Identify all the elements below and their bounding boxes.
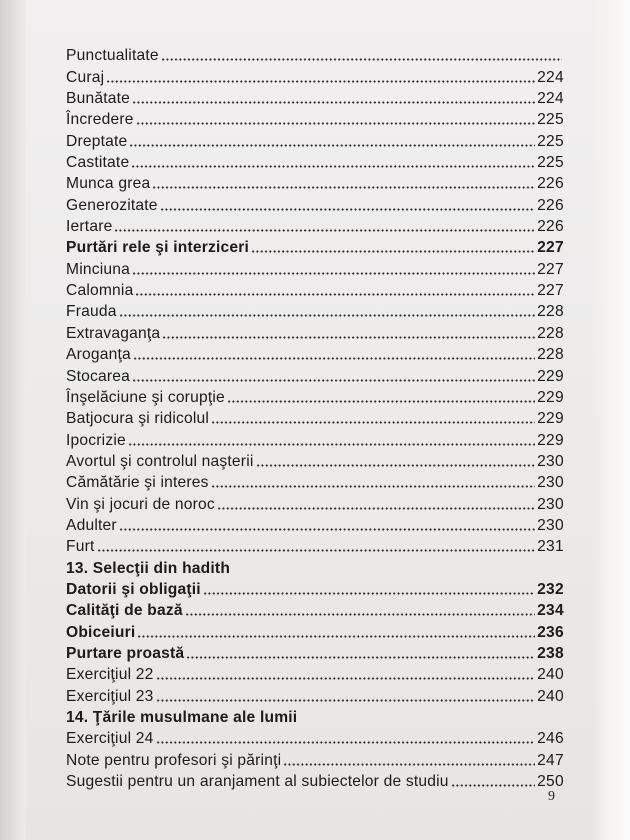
toc-dot-leader [203,592,535,595]
toc-entry [66,664,564,685]
toc-entry-title: 13. Selecţii din hadith [66,559,231,577]
toc-entry-page: 226 [537,175,564,193]
toc-entry-title: Stocarea [66,367,131,385]
toc-entry [66,130,564,151]
toc-entry [66,771,564,792]
toc-dot-leader [106,80,535,83]
toc-entry-page: 228 [537,324,564,342]
toc-dot-leader [156,741,536,744]
toc-entry-page: 228 [537,346,564,364]
toc-entry [66,66,564,87]
toc-entry-title: Curaj [66,68,105,86]
toc-entry-page: 236 [537,623,564,641]
toc-entry-title: Ipocrizie [66,431,126,449]
toc-entry [66,237,564,258]
toc-dot-leader [161,58,562,61]
toc-dot-leader [119,528,535,531]
toc-dot-leader [283,763,535,766]
toc-entry [66,579,564,600]
toc-dot-leader [156,699,536,702]
toc-entry [66,643,564,664]
toc-entry-page: 246 [537,730,564,748]
toc-entry-title: Exerciţiul 22 [66,666,154,684]
toc-entry-title: Generozitate [66,196,158,214]
toc-entry-page: 224 [537,90,564,108]
toc-entry-title: Exerciţiul 23 [66,687,154,705]
toc-dot-leader [227,400,535,403]
toc-entry-page: 225 [537,132,564,150]
toc-dot-leader [128,443,535,446]
toc-entry-page: 225 [537,111,564,129]
toc-entry [66,493,564,514]
toc-entry-page: 226 [537,196,564,214]
toc-entry-title: Calităţi de bază [66,602,183,620]
toc-dot-leader [132,379,535,382]
table-of-contents [66,45,564,792]
toc-entry [66,387,564,408]
toc-dot-leader [185,613,535,616]
toc-entry [66,45,564,66]
toc-dot-leader [132,101,535,104]
toc-dot-leader [256,464,536,467]
toc-dot-leader [186,656,535,659]
toc-entry-title: Datorii şi obligaţii [66,580,201,598]
toc-dot-leader [156,677,536,680]
toc-entry-page: 247 [537,751,564,769]
toc-entry-page: 229 [537,431,564,449]
toc-entry [66,408,564,429]
toc-entry-page: 225 [537,154,564,172]
toc-section-heading [66,557,564,578]
toc-entry-title: Batjocura şi ridicolul [66,410,210,428]
toc-entry-page: 230 [537,495,564,513]
toc-entry [66,109,564,130]
toc-entry-title: Aroganţa [66,346,131,364]
toc-entry [66,301,564,322]
toc-dot-leader [217,507,535,510]
toc-entry-page: 229 [537,367,564,385]
page-number: 9 [548,789,555,804]
toc-entry [66,515,564,536]
page-gutter-shadow [0,0,26,840]
toc-dot-leader [119,314,535,317]
toc-dot-leader [133,357,535,360]
toc-entry-title: 14. Ţările musulmane ale lumii [66,709,298,726]
toc-dot-leader [451,784,535,787]
toc-entry-title: Iertare [66,218,113,236]
toc-entry-page: 226 [537,218,564,236]
toc-entry-title: Dreptate [66,132,128,150]
toc-entry [66,173,564,194]
toc-entry [66,749,564,770]
toc-entry-title: Înşelăciune şi corupţie [66,388,225,406]
toc-entry-page: 229 [537,388,564,406]
toc-dot-leader [114,229,535,232]
toc-entry-page: 224 [537,68,564,86]
toc-dot-leader [152,186,535,189]
toc-entry-title: Punctualitate [66,47,159,65]
toc-entry-page: 250 [537,773,564,791]
toc-dot-leader [211,485,535,488]
toc-entry [66,365,564,386]
toc-entry-title: Note pentru profesori şi părinţi [66,751,282,769]
toc-entry [66,728,564,749]
toc-entry-title: Extravaganţa [66,324,161,342]
toc-section-heading [66,707,564,728]
toc-entry [66,152,564,173]
toc-dot-leader [135,293,535,296]
toc-entry-title: Furt [66,538,95,556]
toc-entry-page: 232 [537,580,564,598]
toc-entry-title: Frauda [66,303,117,321]
toc-entry-page: 231 [537,538,564,556]
toc-entry [66,451,564,472]
toc-dot-leader [162,336,535,339]
toc-entry [66,322,564,343]
toc-entry-title: Munca grea [66,175,151,193]
toc-entry [66,429,564,450]
toc-entry [66,88,564,109]
toc-entry [66,280,564,301]
toc-entry-page: 238 [537,644,564,662]
toc-entry [66,216,564,237]
toc-entry-page: 228 [537,303,564,321]
toc-entry-title: Exerciţiul 24 [66,730,154,748]
toc-entry-page: 227 [537,282,564,300]
toc-entry-title: Încredere [66,111,134,129]
toc-entry-title: Sugestii pentru un aranjament al subiectelor de studiu [66,773,449,791]
toc-entry-title: Vin şi jocuri de noroc [66,495,215,513]
toc-dot-leader [132,272,535,275]
toc-entry [66,685,564,706]
toc-entry [66,600,564,621]
toc-entry [66,258,564,279]
toc-entry-title: Purtări rele şi interziceri [66,239,250,257]
toc-entry [66,536,564,557]
toc-entry-title: Bunătate [66,90,131,108]
toc-entry-title: Castitate [66,154,130,172]
toc-dot-leader [137,635,535,638]
toc-dot-leader [160,208,535,211]
toc-entry-title: Obiceiuri [66,623,136,641]
toc-entry-title: Calomnia [66,282,134,300]
toc-entry-title: Avortul şi controlul naşterii [66,452,254,470]
toc-entry-page: 230 [537,452,564,470]
toc-entry-page: 230 [537,474,564,492]
toc-dot-leader [131,165,535,168]
toc-entry-page: 234 [537,602,564,620]
toc-entry [66,194,564,215]
toc-entry-page: 240 [537,666,564,684]
toc-dot-leader [211,421,535,424]
toc-dot-leader [136,122,535,125]
toc-entry [66,344,564,365]
toc-entry [66,472,564,493]
toc-entry-title: Purtare proastă [66,644,185,662]
toc-entry [66,621,564,642]
toc-entry-page: 240 [537,687,564,705]
toc-entry-page: 229 [537,410,564,428]
toc-entry-page: 227 [537,239,564,257]
toc-entry-page: 227 [537,260,564,278]
toc-entry-title: Adulter [66,516,117,534]
page-edge-highlight [592,0,630,840]
toc-dot-leader [97,549,536,552]
toc-entry-title: Cămătărie şi interes [66,474,209,492]
toc-dot-leader [251,250,535,253]
toc-dot-leader [129,144,535,147]
toc-entry-page: 230 [537,516,564,534]
toc-entry-title: Minciuna [66,260,131,278]
